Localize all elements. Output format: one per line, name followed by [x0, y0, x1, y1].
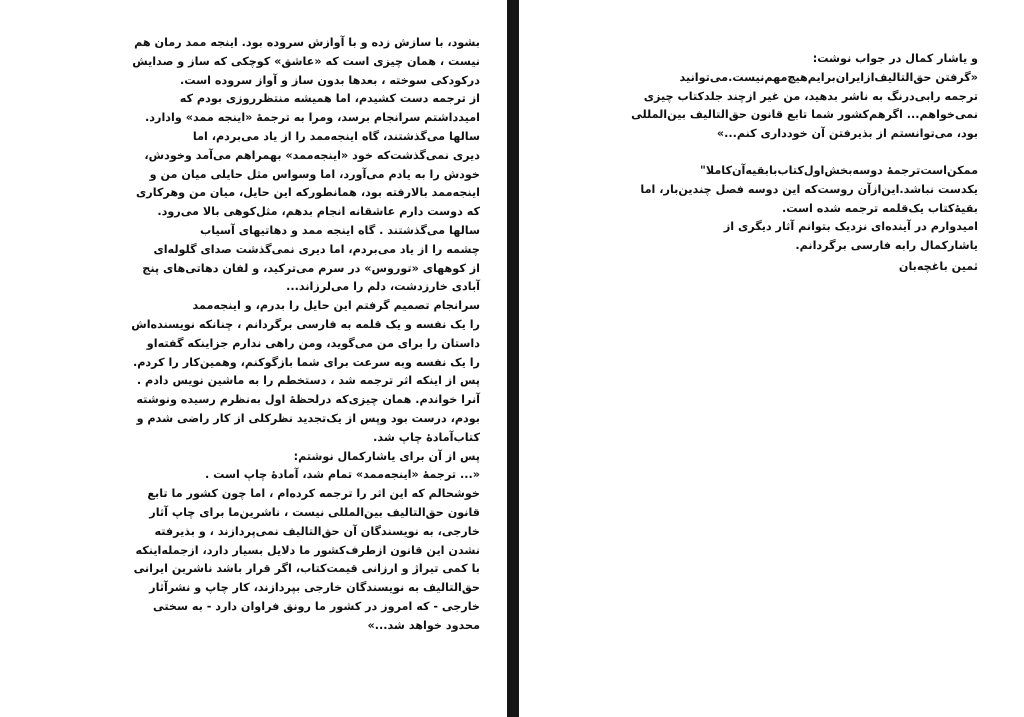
right-page-text — [590, 50, 978, 277]
paragraph: سالها می‌گذشتند . گاه اینجه ممد و دهاتیهای آسیاب چشمه را از یاد می‌بردم، اما دیری نمی‌گذشت صدای گلوله‌ای از کوههای «توروس» در سرم می‌ترکید، و لفان دهاتی‌های پنج آبادی خارزدشت، دلم را می‌لرزاند... — [142, 223, 480, 294]
right-page — [519, 0, 1024, 717]
translator-signature: ثمین باغچه‌بان — [898, 259, 978, 273]
paragraph: سرانجام تصمیم گرفتم این حایل را بدرم، و اینجه‌ممد را یک نفسه و یک قلمه به فارسی برگردانم ، چنانکه نویسنده‌اش داستان را برای من می‌گوید، ومن راهی ندارم جزاینکه گفته‌او را یک نفسه وبه سرعت برای شما بازگوکنم، وهمین‌کار را کردم. — [131, 299, 480, 369]
left-page — [0, 0, 507, 717]
quoted-reply: و یاشار کمال در جواب نوشت: «گرفتن حق‌التالیف‌ازایران‌برایم‌هیچ‌مهم‌نیست.می‌توانید ترجمه رابی‌درنگ به ناشر بدهید، من غیر ازچند جلدکتاب چیزی نمی‌خواهم... اگرهم‌کشور شما تابع قانون حق‌التالیف بین‌المللی بود، می‌توانستم از بذیرفتن آن خودداری کنم...» — [631, 52, 978, 141]
quoted-letter: «... ترجمهٔ «اینجه‌ممد» تمام شد، آمادهٔ چاپ است . خوشحالم که این اثر را ترجمه کرده‌ام ، اما چون کشور ما تابع قانون حق‌التالیف بین‌المللی نیست ، ناشرین‌ما برای چاپ آثار خارجی، به نویسندگان آن حق‌التالیف نمی‌پردازند ، و بذیرفته نشدن این قانون ازطرف‌کشور ما دلایل بسیار دارد، ازجمله‌اینکه با کمی تیراژ و ارزانی قیمت‌کتاب، اگر قرار باشد ناشرین ایرانی حق‌التالیف به نویسندگان خارجی بپردازند، کار چاپ و نشرآثار خارجی - که امروز در کشور ما رونق فراوان دارد - به سختی محدود خواهد شد...» — [133, 468, 480, 632]
paragraph: پس از آن برای یاشارکمال نوشتم: — [293, 449, 480, 463]
book-gutter — [507, 0, 519, 717]
paragraph: بشود، با سازش زده و با آوازش سروده بود. اینجه ممد رمان هم نیست ، همان چیزی است که «عاشق» کوچکی که ساز و صدایش درکودکی سوخته ، بعدها بدون ساز و آواز سروده است. — [132, 36, 480, 87]
paragraph: امیدوارم در آینده‌ای نزدیک بتوانم آثار دیگری از یاشارکمال رابه فارسی برگردانم. — [723, 220, 978, 253]
paragraph: از ترجمه دست کشیدم، اما همیشه منتظرروزی بودم که امیدداشتم سرانجام برسد، ومرا به ترجمهٔ «اینجه ممد» وادارد. — [145, 92, 480, 125]
paragraph: پس از اینکه اثر ترجمه شد ، دستخطم را به ماشین نویس دادم . آنرا خواندم. همان چیزی‌که درلحظهٔ اول به‌نظرم رسیده ونوشته بودم، درست بود وپس از یک‌تجدید نظرکلی از کار راضی شدم و کتاب‌آمادهٔ چاپ شد. — [136, 374, 480, 444]
left-page-text — [62, 34, 480, 636]
paragraph: سالها می‌گذشتند، گاه اینجه‌ممد را از یاد می‌بردم، اما دیری نمی‌گذشت‌که خود «اینجه‌ممد» بهمراهم می‌آمد وخودش، خودش را به یادم می‌آورد، اما وسواس مثل حایلی میان من و اینجه‌ممد بالارفته بود، همانطورکه این حایل، میان من وهرکاری که دوست دارم عاشقانه انجام بدهم، مثل‌کوهی بالا می‌رود. — [136, 129, 480, 219]
paragraph: ممکن‌است‌ترجمهٔ دوسه‌بخش‌اول‌کتاب‌با‌بقیه‌آن‌کاملا" یکدست نباشد.این‌ازآن روست‌که این دوسه فصل چندین‌بار، اما بقیهٔ‌کتاب یک‌قلمه ترجمه شده است. — [640, 163, 978, 215]
